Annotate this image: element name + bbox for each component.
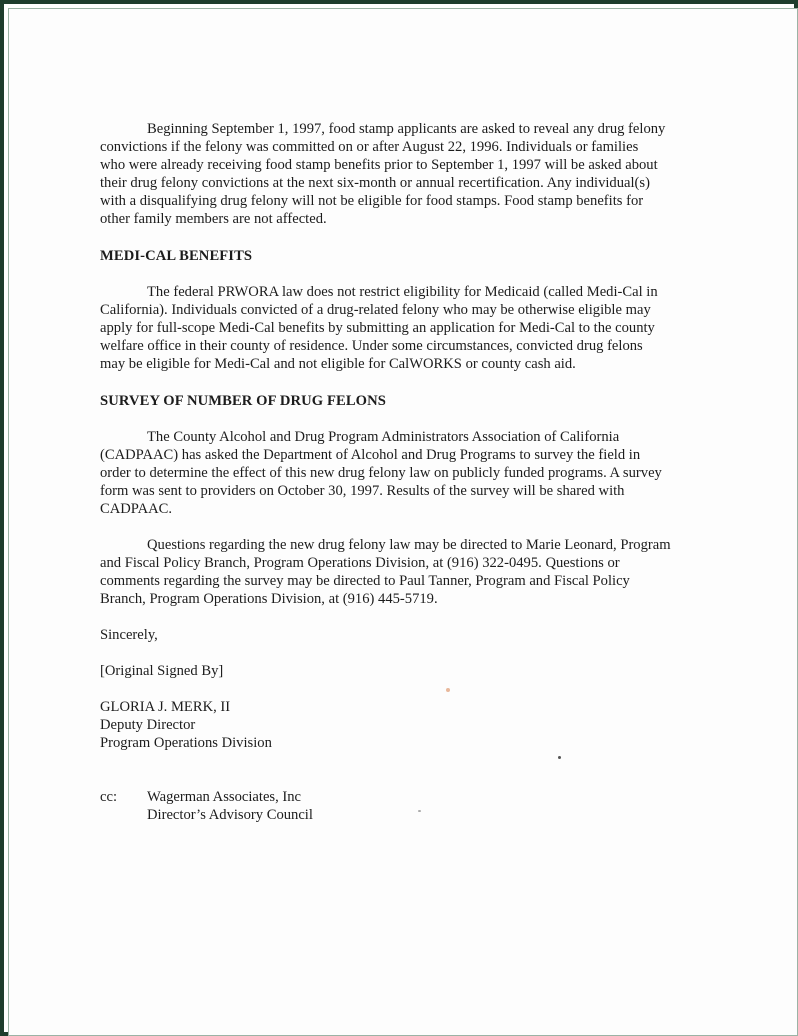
cc-block [100, 788, 704, 824]
signature-note: [Original Signed By] [100, 663, 224, 679]
closing: Sincerely, [100, 627, 158, 643]
paragraph-questions: Questions regarding the new drug felony law may be directed to Marie Leonard, Program and Fiscal Policy Branch, Program Operations Division, at (916) 322-0495. Questions or comments regarding the survey may be directed to Paul Tanner, Program and Fiscal Policy Branch, Program Operations Division, at (916) 445-5719. [100, 537, 671, 607]
cc-recipients: Wagerman Associates, Inc Director’s Advisory Council [147, 789, 313, 823]
heading-survey-drug-felons: SURVEY OF NUMBER OF DRUG FELONS [100, 393, 386, 409]
signer-title: Deputy Director [100, 717, 196, 733]
signer-name: GLORIA J. MERK, II [100, 699, 231, 715]
paragraph-survey: The County Alcohol and Drug Program Administrators Association of California (CADPAAC) has asked the Department of Alcohol and Drug Programs to survey the field in order to determine the effect of this new drug felony law on publicly funded programs. A survey form was sent to providers on October 30, 1997. Results of the survey will be shared with CADPAAC. [100, 429, 662, 517]
heading-medi-cal-benefits: MEDI-CAL BENEFITS [100, 248, 253, 264]
letter-body [100, 120, 704, 824]
signer-division: Program Operations Division [100, 735, 272, 751]
paragraph-food-stamps: Beginning September 1, 1997, food stamp applicants are asked to reveal any drug felony convictions if the felony was committed on or after August 22, 1996. Individuals or families who were already receiving food stamp benefits prior to September 1, 1997 will be asked about their drug felony convictions at the next six-month or annual recertification. Any individual(s) with a disqualifying drug felony will not be eligible for food stamps. Food stamp benefits for other family members are not affected. [100, 121, 666, 227]
cc-label: cc: [100, 789, 118, 805]
paragraph-medi-cal: The federal PRWORA law does not restrict eligibility for Medicaid (called Medi-Cal in California). Individuals convicted of a drug-related felony who may be otherwise eligible may apply for full-scope Medi-Cal benefits by submitting an application for Medi-Cal to the county welfare office in their county of residence. Under some circumstances, convicted drug felons may be eligible for Medi-Cal and not eligible for CalWORKS or county cash aid. [100, 284, 658, 372]
